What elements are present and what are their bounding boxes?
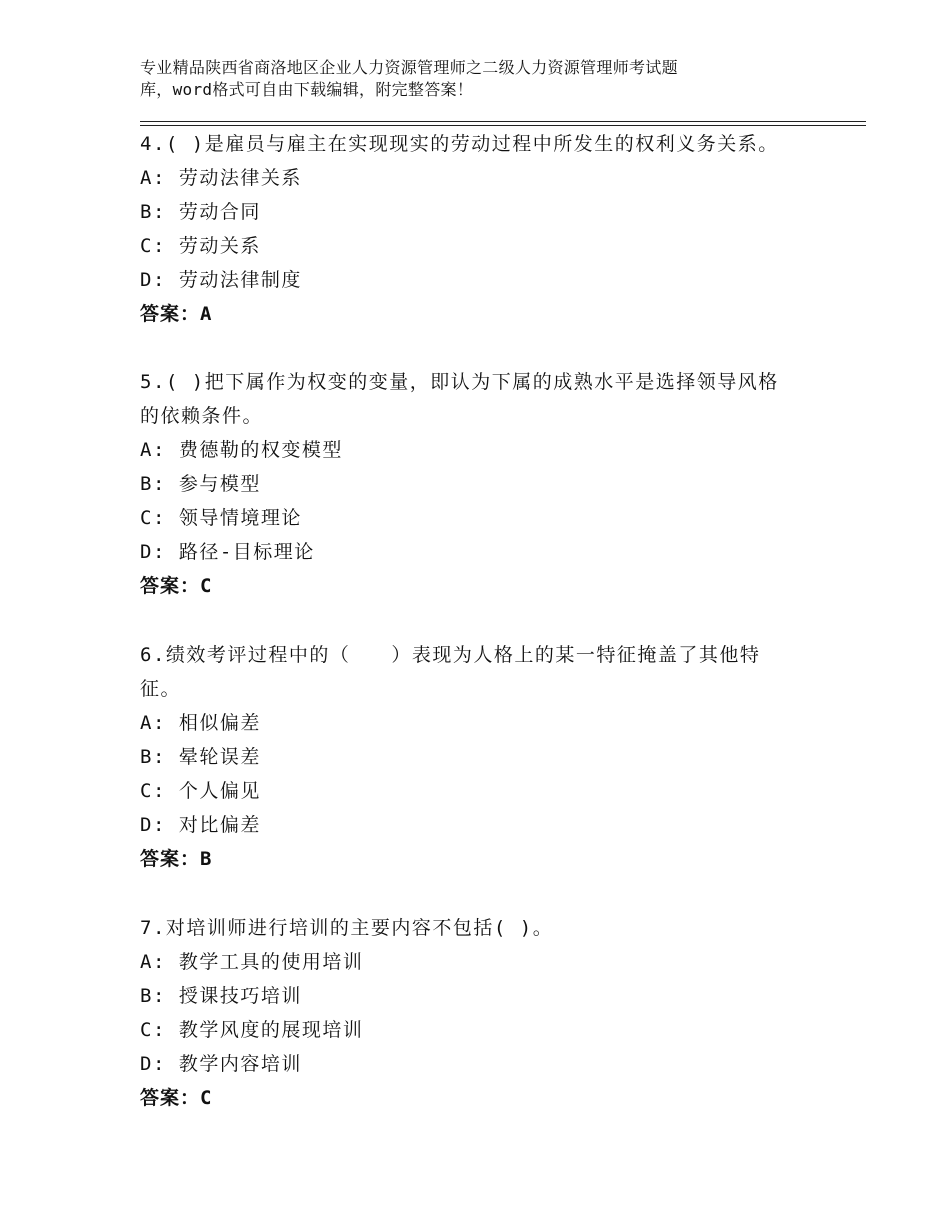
answer-line: [140, 1081, 820, 1115]
header-divider-bottom: [140, 125, 866, 126]
question-stem-line-1: 6.绩效考评过程中的（ ）表现为人格上的某一特征掩盖了其他特: [140, 644, 761, 666]
answer-value: A: [200, 303, 213, 325]
option-c: C: 教学风度的展现培训: [140, 1019, 364, 1041]
answer-label: 答案：: [140, 575, 201, 597]
question-6: [140, 638, 820, 876]
option-b: B: 晕轮误差: [140, 746, 261, 768]
answer-label: 答案：: [140, 1087, 201, 1109]
option-c: C: 领导情境理论: [140, 507, 302, 529]
question-5: [140, 365, 820, 603]
option-c: C: 个人偏见: [140, 780, 261, 802]
answer-label: 答案：: [140, 848, 201, 870]
answer-value: C: [200, 1087, 213, 1109]
option-a: A: 劳动法律关系: [140, 167, 302, 189]
option-d: D: 教学内容培训: [140, 1053, 302, 1075]
question-4: [140, 127, 820, 331]
answer-value: C: [200, 575, 213, 597]
question-stem: 4.( )是雇员与雇主在实现现实的劳动过程中所发生的权利义务关系。: [140, 133, 779, 155]
option-d: D: 对比偏差: [140, 814, 261, 836]
question-stem: 7.对培训师进行培训的主要内容不包括( )。: [140, 917, 554, 939]
answer-label: 答案：: [140, 303, 201, 325]
question-stem-line-1: 5.( )把下属作为权变的变量，即认为下属的成熟水平是选择领导风格: [140, 371, 779, 393]
document-header: [140, 57, 780, 101]
option-c: C: 劳动关系: [140, 235, 261, 257]
header-line-2: 库，word格式可自由下载编辑，附完整答案！: [140, 80, 474, 99]
answer-line: [140, 569, 820, 603]
option-a: A: 教学工具的使用培训: [140, 951, 364, 973]
header-line-1: 专业精品陕西省商洛地区企业人力资源管理师之二级人力资源管理师考试题: [140, 58, 678, 77]
answer-line: [140, 842, 820, 876]
option-b: B: 参与模型: [140, 473, 261, 495]
option-a: A: 相似偏差: [140, 712, 261, 734]
option-d: D: 劳动法律制度: [140, 269, 302, 291]
question-stem-line-2: 的依赖条件。: [140, 405, 264, 427]
question-7: [140, 911, 820, 1115]
question-stem-line-2: 征。: [140, 678, 182, 700]
option-b: B: 授课技巧培训: [140, 985, 302, 1007]
option-d: D: 路径-目标理论: [140, 541, 315, 563]
option-a: A: 费德勒的权变模型: [140, 439, 343, 461]
answer-value: B: [200, 848, 213, 870]
option-b: B: 劳动合同: [140, 201, 261, 223]
answer-line: [140, 297, 820, 331]
header-divider-top: [140, 121, 866, 122]
